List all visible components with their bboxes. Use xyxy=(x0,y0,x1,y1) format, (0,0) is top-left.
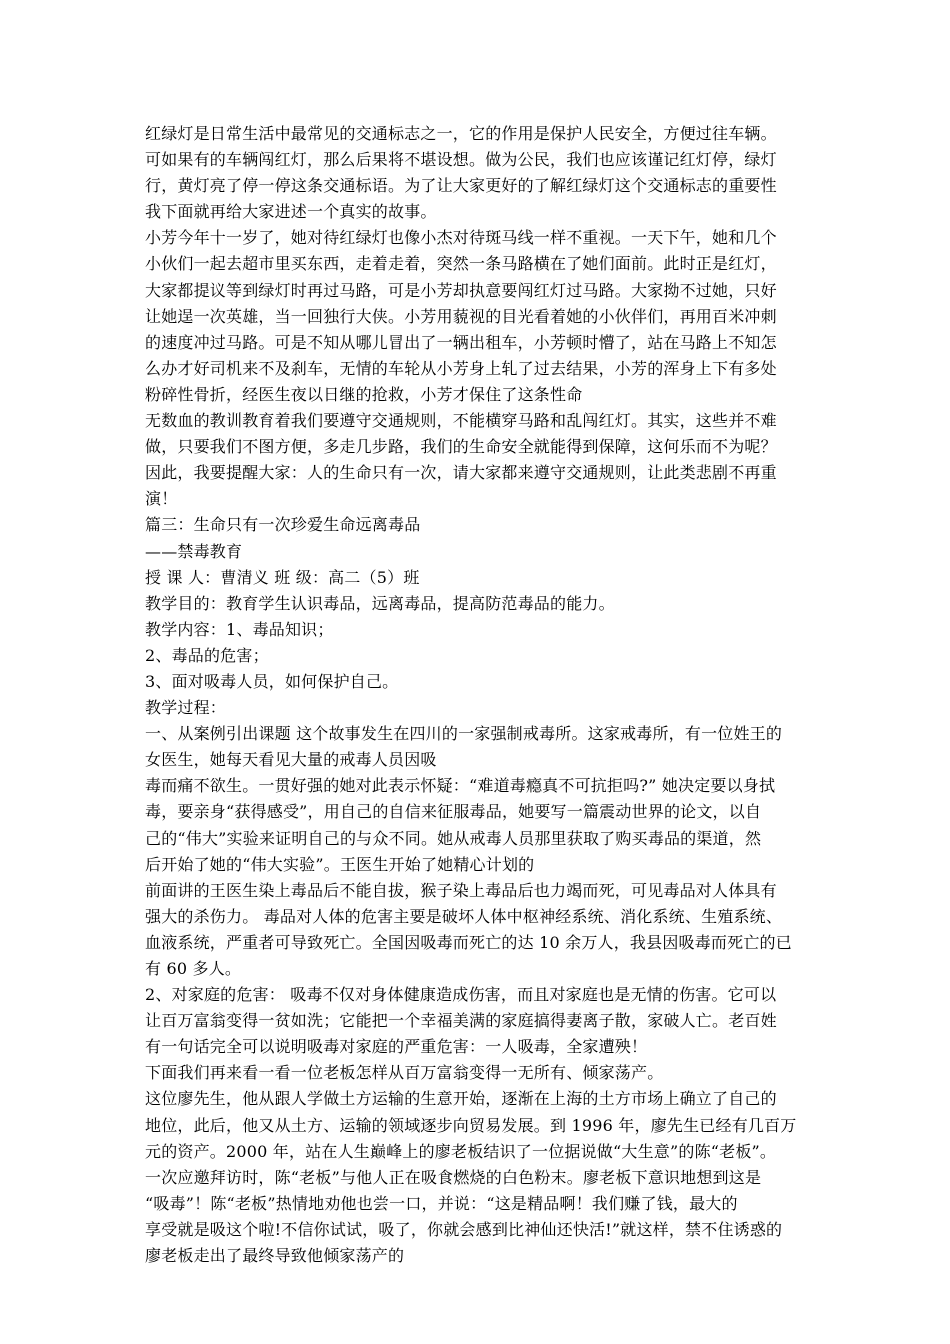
text-line: 教学过程： xyxy=(145,698,227,718)
text-line: 强大的杀伤力。 毒品对人体的危害主要是破坏人体中枢神经系统、消化系统、生殖系统、 xyxy=(145,906,783,926)
text-line: 下面我们再来看一看一位老板怎样从百万富翁变得一无所有、倾家荡产。 xyxy=(145,1063,664,1083)
text-line: 一次应邀拜访时，陈“老板”与他人正在吸食燃烧的白色粉末。廖老板下意识地想到这是 xyxy=(145,1167,762,1187)
text-line: 让她逞一次英雄，当一回独行大侠。小芳用藐视的目光看着她的小伙伴们，再用百米冲刺 xyxy=(145,306,777,326)
text-line: 元的资产。2000 年，站在人生巅峰上的廖老板结识了一位据说做“大生意”的陈“老板”。 xyxy=(145,1141,777,1161)
text-line: 我下面就再给大家进述一个真实的故事。 xyxy=(145,202,437,222)
text-line: 2、对家庭的危害： 吸毒不仅对身体健康造成伤害，而且对家庭也是无情的伤害。它可以 xyxy=(145,985,777,1005)
text-line: 授 课 人：曹清义 班 级：高二（5）班 xyxy=(145,567,420,587)
text-line: 的速度冲过马路。可是不知从哪儿冒出了一辆出租车，小芳顿时懵了，站在马路上不知怎 xyxy=(145,332,777,352)
text-line: 有 60 多人。 xyxy=(145,959,242,978)
text-line: 让百万富翁变得一贫如洗；它能把一个幸福美满的家庭搞得妻离子散，家破人亡。老百姓 xyxy=(145,1011,777,1031)
text-line: 有一句话完全可以说明吸毒对家庭的严重危害：一人吸毒，全家遭殃！ xyxy=(145,1037,648,1057)
text-line: 地位，此后，他又从土方、运输的领域逐步向贸易发展。到 1996 年，廖先生已经有几百万 xyxy=(145,1115,797,1135)
text-line: 血液系统，严重者可导致死亡。全国因吸毒而死亡的达 10 余万人，我县因吸毒而死亡的已 xyxy=(145,932,792,952)
text-line: 后开始了她的“伟大实验”。王医生开始了她精心计划的 xyxy=(145,854,535,874)
text-line: 大家都提议等到绿灯时再过马路，可是小芳却执意要闯红灯过马路。大家拗不过她，只好 xyxy=(145,280,777,300)
text-line: 毒，要亲身“获得感受”，用自己的自信来征服毒品，她要写一篇震动世界的论文，以自 xyxy=(145,802,762,822)
text-line: 教学内容：1、毒品知识； xyxy=(145,619,334,639)
document-body xyxy=(145,121,815,1269)
text-line: 粉碎性骨折，经医生夜以日继的抢救，小芳才保住了这条性命 xyxy=(145,384,583,404)
text-line: “吸毒”！陈“老板”热情地劝他也尝一口，并说：“这是精品啊！我们赚了钱，最大的 xyxy=(145,1193,738,1213)
text-line: 享受就是吸这个啦!不信你试试，吸了，你就会感到比神仙还快活!”就这样，禁不住诱惑的 xyxy=(145,1219,783,1239)
text-line: 廖老板走出了最终导致他倾家荡产的 xyxy=(145,1246,405,1266)
text-line: 小芳今年十一岁了，她对待红绿灯也像小杰对待斑马线一样不重视。一天下午，她和几个 xyxy=(145,228,777,248)
text-line: 女医生，她每天看见大量的戒毒人员因吸 xyxy=(145,750,437,770)
text-line: 己的“伟大”实验来证明自己的与众不同。她从戒毒人员那里获取了购买毒品的渠道，然 xyxy=(145,828,762,848)
text-line: 篇三：生命只有一次珍爱生命远离毒品 xyxy=(145,515,421,535)
text-line: 前面讲的王医生染上毒品后不能自拔，猴子染上毒品后也力竭而死，可见毒品对人体具有 xyxy=(145,880,777,900)
text-line: 3、面对吸毒人员，如何保护自己。 xyxy=(145,671,399,691)
text-line: 教学目的：教育学生认识毒品，远离毒品，提高防范毒品的能力。 xyxy=(145,593,615,613)
text-line: 一、从案例引出课题 这个故事发生在四川的一家强制戒毒所。这家戒毒所，有一位姓王的 xyxy=(145,724,783,744)
text-line: 无数血的教训教育着我们要遵守交通规则，不能横穿马路和乱闯红灯。其实，这些并不难 xyxy=(145,411,777,431)
text-line: 小伙们一起去超市里买东西，走着走着，突然一条马路横在了她们面前。此时正是红灯， xyxy=(145,254,777,274)
text-line: 行，黄灯亮了停一停这条交通标语。为了让大家更好的了解红绿灯这个交通标志的重要性 xyxy=(145,176,777,196)
text-line: 做，只要我们不图方便，多走几步路，我们的生命安全就能得到保障，这何乐而不为呢？ xyxy=(145,437,777,457)
text-line: 毒而痛不欲生。一贯好强的她对此表示怀疑：“难道毒瘾真不可抗拒吗?” 她决定要以身拭 xyxy=(145,776,776,796)
text-line: 么办才好司机来不及刹车，无情的车轮从小芳身上轧了过去结果，小芳的浑身上下有多处 xyxy=(145,358,777,378)
text-line: 因此，我要提醒大家：人的生命只有一次，请大家都来遵守交通规则，让此类悲剧不再重 xyxy=(145,463,777,483)
text-line: 可如果有的车辆闯红灯，那么后果将不堪设想。做为公民，我们也应该谨记红灯停，绿灯 xyxy=(145,150,777,170)
text-line: 这位廖先生，他从跟人学做土方运输的生意开始，逐渐在上海的土方市场上确立了自己的 xyxy=(145,1089,777,1109)
text-line: 2、毒品的危害； xyxy=(145,645,269,665)
text-line: 演！ xyxy=(145,489,178,509)
text-line: 红绿灯是日常生活中最常见的交通标志之一，它的作用是保护人民安全，方便过往车辆。 xyxy=(145,124,777,143)
text-line: ——禁毒教育 xyxy=(145,541,243,561)
